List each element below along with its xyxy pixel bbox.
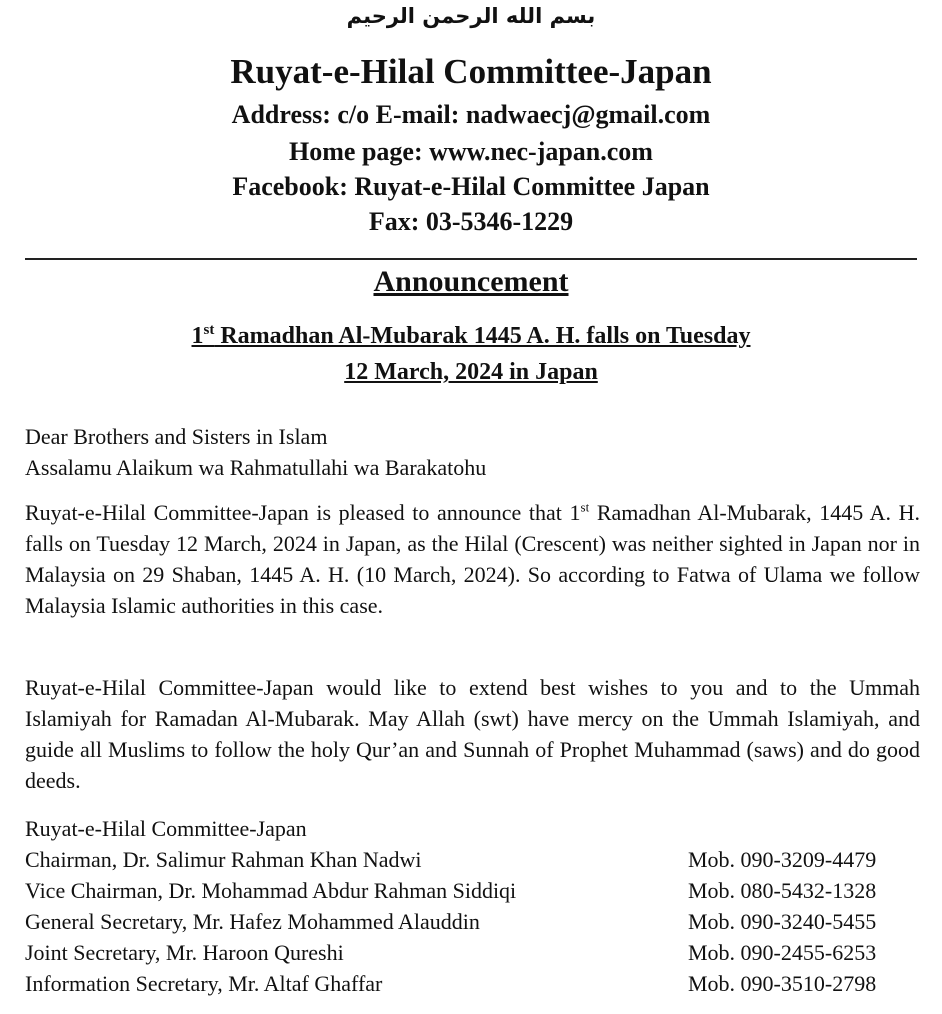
organization-title: Ruyat-e-Hilal Committee-Japan bbox=[230, 52, 712, 91]
header-divider bbox=[25, 258, 917, 260]
member-row bbox=[25, 844, 920, 875]
member-row bbox=[25, 968, 920, 999]
address-line: Address: c/o E-mail: nadwaecj@gmail.com bbox=[231, 100, 711, 129]
facebook-line: Facebook: Ruyat-e-Hilal Committee Japan bbox=[232, 172, 710, 201]
member-mobile: Mob. 090-3510-2798 bbox=[688, 971, 877, 996]
greeting bbox=[25, 421, 920, 483]
fax-line: Fax: 03-5346-1229 bbox=[368, 207, 574, 236]
greeting-line2: Assalamu Alaikum wa Rahmatullahi wa Barakatohu bbox=[25, 455, 487, 480]
member-mobile: Mob. 080-5432-1328 bbox=[688, 878, 877, 903]
bismillah: بسم الله الرحمن الرحيم bbox=[346, 4, 596, 28]
subheading-ordinal-suffix: st bbox=[203, 322, 215, 338]
member-row bbox=[25, 937, 920, 968]
member-role: Information Secretary, Mr. Altaf Ghaffar bbox=[25, 971, 383, 996]
member-mobile: Mob. 090-3240-5455 bbox=[688, 909, 877, 934]
greeting-line1: Dear Brothers and Sisters in Islam bbox=[25, 424, 328, 449]
member-mobile: Mob. 090-3209-4479 bbox=[688, 847, 877, 872]
member-role: Chairman, Dr. Salimur Rahman Khan Nadwi bbox=[25, 847, 422, 872]
signature-organization: Ruyat-e-Hilal Committee-Japan bbox=[25, 816, 307, 841]
member-role: Vice Chairman, Dr. Mohammad Abdur Rahman Siddiqi bbox=[25, 878, 517, 903]
announcement-heading: Announcement bbox=[373, 265, 569, 298]
paragraph1-rest: Ramadhan Al-Mubarak, 1445 A. H. falls on Tuesday 12 March, 2024 in Japan, as the Hilal (Crescent) was neither sighted in Japan nor in Malaysia on 29 Shaban, 1445 A. H. (10 March, 2024). So according to Fatwa of Ulama we follow Malaysia Islamic authorities in this case. bbox=[25, 500, 921, 618]
subheading-line2: 12 March, 2024 in Japan bbox=[344, 359, 598, 385]
subheading-ordinal: 1 bbox=[191, 323, 204, 349]
paragraph-wishes: Ruyat-e-Hilal Committee-Japan would like to extend best wishes to you and to the Ummah Islamiyah for Ramadan Al-Mubarak. May Allah (swt) have mercy on the Ummah Islamiyah, and guide all Muslims to follow the holy Qur’an and Sunnah of Prophet Muhammad (saws) and do good deeds. bbox=[25, 675, 920, 793]
subheading-line1: Ramadhan Al-Mubarak 1445 A. H. falls on Tuesday bbox=[214, 323, 751, 349]
member-row bbox=[25, 875, 920, 906]
member-mobile: Mob. 090-2455-6253 bbox=[688, 940, 877, 965]
member-row bbox=[25, 906, 920, 937]
announcement-subheading bbox=[0, 318, 942, 390]
member-role: Joint Secretary, Mr. Haroon Qureshi bbox=[25, 940, 344, 965]
paragraph1-ordinal-suffix: st bbox=[580, 499, 590, 515]
signature-block bbox=[25, 813, 920, 999]
member-role: General Secretary, Mr. Hafez Mohammed Alauddin bbox=[25, 909, 480, 934]
paragraph-announcement bbox=[25, 497, 920, 621]
homepage-line: Home page: www.nec-japan.com bbox=[289, 137, 653, 166]
paragraph1-start: Ruyat-e-Hilal Committee-Japan is pleased to announce that 1 bbox=[25, 500, 581, 525]
